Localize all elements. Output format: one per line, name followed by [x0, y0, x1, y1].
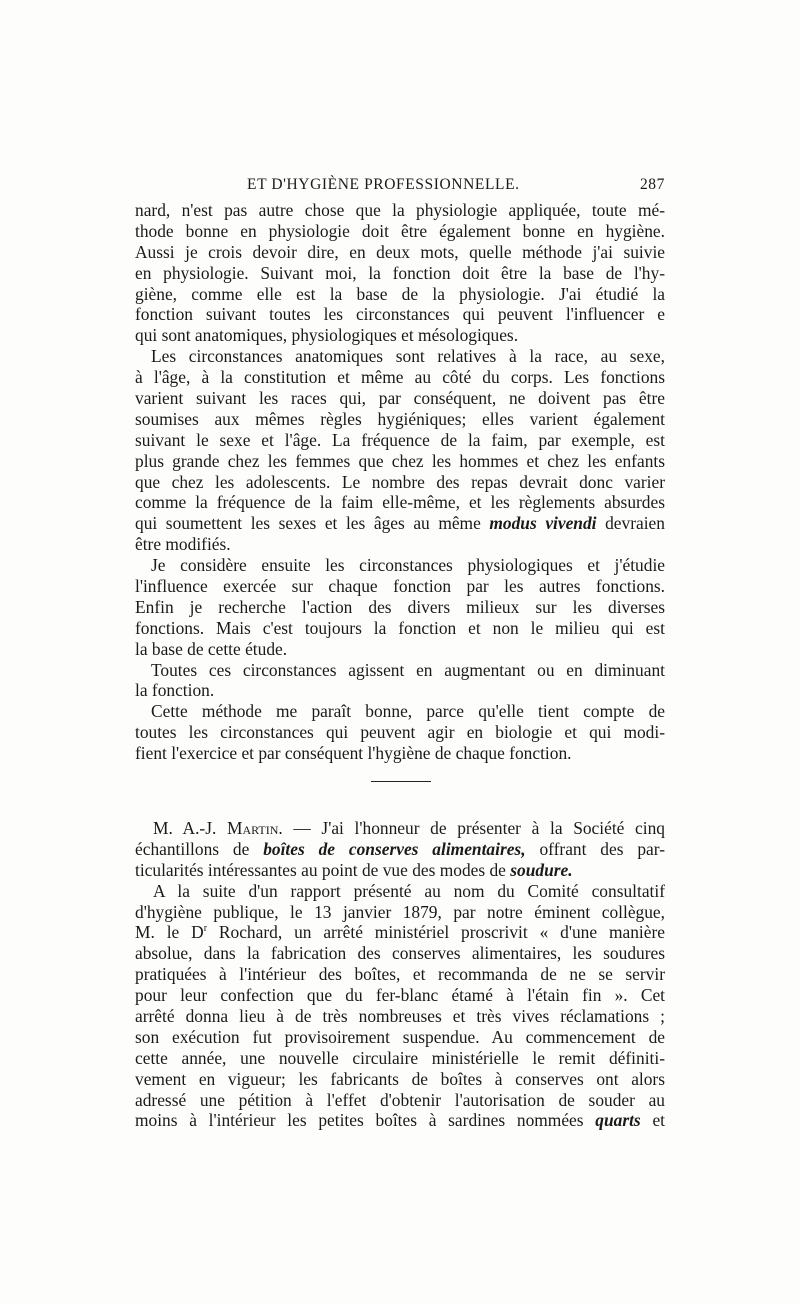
text-line: arrêté donna lieu à de très nombreuses et très vives réclamations ; — [135, 1006, 665, 1027]
text-line: vement en vigueur; les fabricants de boîtes à conserves ont alors — [135, 1068, 665, 1089]
text-line: plus grande chez les femmes que chez les hommes et chez les enfants — [135, 450, 665, 471]
text-line: qui soumettent les sexes et les âges au même modus vivendi devraien — [135, 513, 665, 534]
running-title: ET D'HYGIÈNE PROFESSIONNELLE. — [247, 176, 520, 193]
text-line: varient suivant les races qui, par conséquent, ne doivent pas être — [135, 388, 665, 409]
text-line: l'influence exercée sur chaque fonction par les autres fonctions. — [135, 576, 665, 597]
text-line: pour leur confection que du fer-blanc étamé à l'étain fin ». Cet — [135, 985, 665, 1006]
text-line: pratiquées à l'intérieur des boîtes, et recommanda de ne se servir — [135, 964, 665, 985]
text-line: fonction suivant toutes les circonstances qui peuvent l'influencer e — [135, 304, 665, 325]
text-line: fient l'exercice et par conséquent l'hygiène de chaque fonction. — [135, 743, 572, 764]
text-line: Toutes ces circonstances agissent en augmentant ou en diminuant — [151, 659, 665, 680]
text-line: à l'âge, à la constitution et même au côté du corps. Les fonctions — [135, 367, 665, 388]
text-line: fonctions. Mais c'est toujours la fonction et non le milieu qui est — [135, 617, 665, 638]
text-line: toutes les circonstances qui peuvent agir en biologie et qui modi- — [135, 722, 665, 743]
text-line: son exécution fut provisoirement suspendue. Au commencement de — [135, 1026, 665, 1047]
speaker-name: M. A.-J. Martin. — [153, 818, 283, 838]
text-line: la base de cette étude. — [135, 638, 288, 659]
text-line: Aussi je crois devoir dire, en deux mots, quelle méthode j'ai suivie — [135, 241, 665, 262]
text-line: Les circonstances anatomiques sont relatives à la race, au sexe, — [151, 346, 665, 367]
page-number: 287 — [639, 176, 665, 193]
italic-phrase: soudure. — [510, 859, 573, 880]
text-line: absolue, dans la fabrication des conserves alimentaires, les soudures — [135, 943, 665, 964]
text-line: Cette méthode me paraît bonne, parce qu'elle tient compte de — [151, 701, 665, 722]
text-line: être modifiés. — [135, 534, 231, 555]
text-line: thode bonne en physiologie doit être également bonne en hygiène. — [135, 220, 665, 241]
text-line: comme la fréquence de la faim elle-même, et les règlements absurdes — [135, 492, 665, 513]
text-block-martin — [135, 818, 665, 1131]
text-line: suivant le sexe et l'âge. La fréquence de la faim, par exemple, est — [135, 429, 665, 450]
text-line: adressé une pétition à l'effet d'obtenir l'autorisation de souder au — [135, 1089, 665, 1110]
text-line: cette année, une nouvelle circulaire ministérielle le remit définiti- — [135, 1047, 665, 1068]
text-line: qui sont anatomiques, physiologiques et mésologiques. — [135, 325, 519, 346]
text-line: Enfin je recherche l'action des divers milieux sur les diverses — [135, 596, 665, 617]
text-line: ticularités intéressantes au point de vue des modes de soudure. — [135, 859, 573, 880]
text-line: en physiologie. Suivant moi, la fonction doit être la base de l'hy- — [135, 262, 665, 283]
text-line: la fonction. — [135, 680, 215, 701]
text-line: d'hygiène publique, le 13 janvier 1879, par notre éminent collègue, — [135, 901, 665, 922]
section-divider — [371, 781, 431, 782]
italic-phrase: quarts — [595, 1110, 641, 1131]
text-block-method — [135, 200, 665, 764]
text-line: Je considère ensuite les circonstances physiologiques et j'étudie — [151, 555, 665, 576]
text-line: moins à l'intérieur les petites boîtes à sardines nommées quarts et — [135, 1110, 665, 1131]
text-line: A la suite d'un rapport présenté au nom du Comité consultatif — [153, 880, 665, 901]
text-line: nard, n'est pas autre chose que la physiologie appliquée, toute mé- — [135, 200, 665, 220]
text-line: M. A.-J. Martin. — J'ai l'honneur de présenter à la Société cinq — [153, 818, 665, 838]
text-line: que chez les adolescents. Le nombre des repas devrait donc varier — [135, 471, 665, 492]
italic-phrase: boîtes de conserves alimentaires, — [263, 838, 526, 859]
text-line: giène, comme elle est la base de la physiologie. J'ai étudié la — [135, 283, 665, 304]
italic-phrase: modus vivendi — [489, 513, 597, 534]
text-line: échantillons de boîtes de conserves alimentaires, offrant des par- — [135, 838, 665, 859]
text-line: M. le $D^r$ Rochard, un arrêté ministériel proscrivit « d'une manière — [135, 922, 665, 943]
text-line: soumises aux mêmes règles hygiéniques; elles varient également — [135, 408, 665, 429]
